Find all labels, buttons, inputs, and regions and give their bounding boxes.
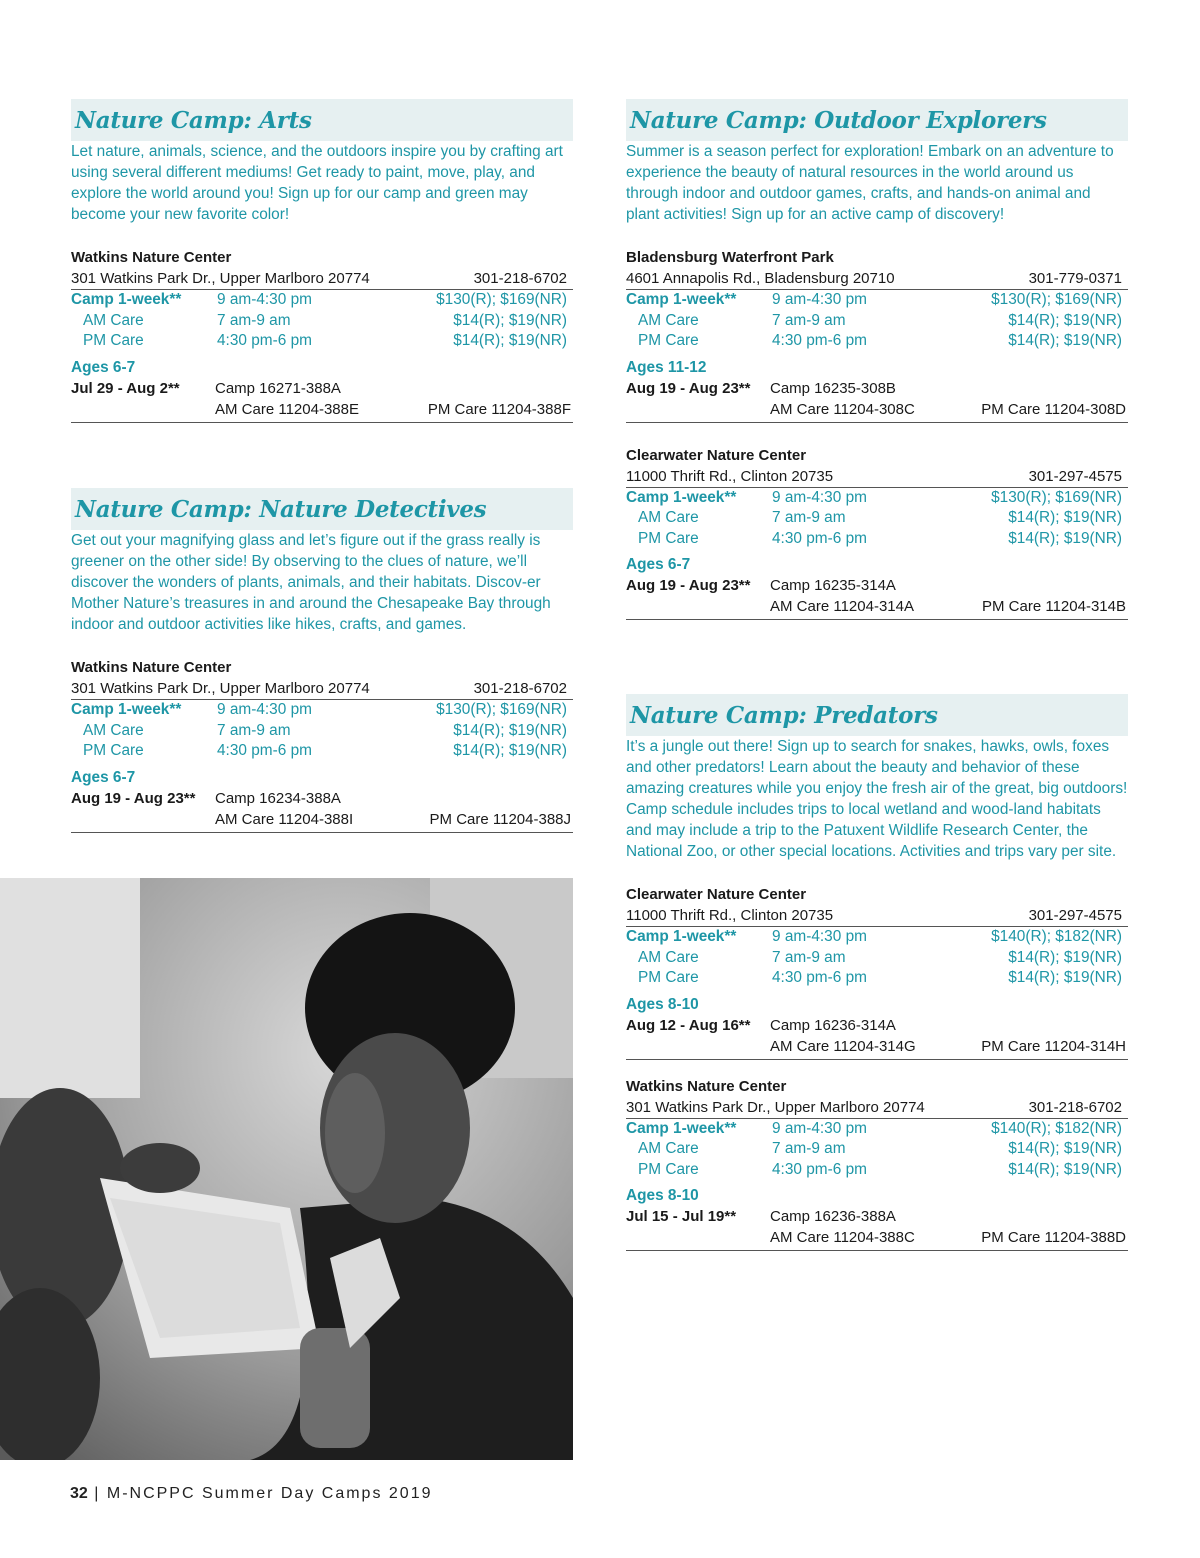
pm-care-label: PM Care (83, 742, 144, 759)
session-block (71, 378, 573, 423)
camp-label: Camp 1-week** (626, 291, 737, 308)
am-care-time: 7 am-9 am (772, 311, 846, 329)
camp-time: 9 am-4:30 pm (217, 291, 312, 308)
address: 301 Watkins Park Dr., Upper Marlboro 20774 (71, 680, 370, 697)
am-care-time: 7 am-9 am (217, 721, 291, 739)
address: 4601 Annapolis Rd., Bladensburg 20710 (626, 270, 895, 287)
section-title-band (626, 99, 1128, 141)
address-row (626, 268, 1128, 290)
location-name: Bladensburg Waterfront Park (626, 249, 834, 266)
camp-label: Camp 1-week** (626, 1119, 737, 1137)
schedule-row (626, 968, 1128, 989)
session-dates: Aug 12 - Aug 16** (626, 1016, 751, 1034)
section-description: Get out your magnifying glass and let’s figure out if the grass really is greener on the other side! By observing to the clues of nature, we’ll discover the wonders of plants, animals, and their habitats. Discov-er Mother Nature’s treasures in and around the Chesapeake Bay through indoor and outdoor activities like hikes, crafts, and games. (71, 532, 551, 633)
am-care-label: AM Care (638, 509, 699, 526)
section-title-band (626, 694, 1128, 736)
section-title: Nature Camp: Nature Detectives (75, 496, 487, 523)
location-block (626, 445, 1128, 621)
am-care-code: AM Care 11204-314G (770, 1037, 916, 1055)
photo-child-reading (0, 878, 573, 1460)
ages-label: Ages 6-7 (71, 768, 136, 786)
ages-label: Ages 6-7 (626, 556, 691, 573)
pm-care-price: $14(R); $19(NR) (1008, 1160, 1122, 1178)
photo-child-reading-map-icon (0, 878, 573, 1460)
section-predators (626, 694, 1128, 1251)
phone: 301-218-6702 (1028, 1098, 1122, 1116)
schedule-row (71, 700, 573, 721)
camp-code: Camp 16236-314A (770, 1016, 896, 1034)
section-nature-detectives (71, 488, 573, 833)
camp-time: 9 am-4:30 pm (772, 1119, 867, 1137)
location-name: Watkins Nature Center (71, 249, 232, 266)
address-row (626, 1097, 1128, 1119)
schedule-row (71, 311, 573, 332)
ages-label: Ages 6-7 (71, 358, 136, 376)
pm-care-price: $14(R); $19(NR) (1008, 969, 1122, 986)
section-title: Nature Camp: Predators (630, 702, 938, 729)
session-dates: Aug 19 - Aug 23** (626, 379, 751, 397)
am-care-code: AM Care 11204-388I (215, 810, 354, 828)
session-dates: Aug 19 - Aug 23** (71, 789, 196, 807)
schedule-row (626, 927, 1128, 948)
schedule-row (71, 331, 573, 352)
section-arts (71, 99, 573, 423)
camp-time: 9 am-4:30 pm (772, 291, 867, 308)
schedule-row (626, 331, 1128, 352)
am-care-price: $14(R); $19(NR) (453, 311, 567, 329)
section-description: It’s a jungle out there! Sign up to search for snakes, hawks, owls, foxes and other predators! Learn about the beauty and behavior of these amazing creatures while you enjoy the fresh air of the great, big outdoors! Camp schedule includes trips to local wetland and wood-land habitats and may include a trip to the Patuxent Wildlife Research Center, the National Zoo, or other special locations. Activities and trips vary per site. (626, 738, 1128, 860)
schedule-row (71, 721, 573, 742)
phone: 301-297-4575 (1028, 467, 1122, 485)
section-description: Let nature, animals, science, and the outdoors inspire you by crafting art using several different mediums! Get ready to paint, move, play, and explore the world around you! Sign up for our camp and green may become your new favorite color! (71, 143, 563, 223)
camp-label: Camp 1-week** (626, 488, 737, 506)
am-care-price: $14(R); $19(NR) (1008, 948, 1122, 966)
pm-care-price: $14(R); $19(NR) (453, 332, 567, 349)
schedule-row (626, 948, 1128, 969)
footer-separator: | (94, 1485, 101, 1502)
phone: 301-218-6702 (473, 270, 567, 287)
camp-price: $130(R); $169(NR) (436, 701, 567, 718)
phone: 301-297-4575 (1028, 907, 1122, 924)
location-name: Clearwater Nature Center (626, 446, 807, 464)
ages-label: Ages 8-10 (626, 1187, 699, 1204)
page-footer (70, 1485, 432, 1503)
pm-care-label: PM Care (638, 332, 699, 349)
am-care-code: AM Care 11204-314A (770, 598, 914, 615)
camp-label: Camp 1-week** (626, 928, 737, 945)
section-description: Summer is a season perfect for exploration! Embark on an adventure to experience the beauty of natural resources in the world around us through indoor and outdoor games, crafts, and hands-on animal and plant activities! Sign up for an active camp of discovery! (626, 143, 1114, 223)
pm-care-code: PM Care 11204-388F (427, 400, 571, 418)
schedule-row (626, 488, 1128, 509)
am-care-time: 7 am-9 am (217, 311, 291, 329)
schedule-row (71, 290, 573, 311)
schedule-row (626, 290, 1128, 311)
session-block (626, 575, 1128, 620)
am-care-price: $14(R); $19(NR) (1008, 509, 1122, 526)
pm-care-code: PM Care 11204-314B (982, 598, 1126, 615)
ages-label: Ages 8-10 (626, 995, 699, 1013)
page-number: 32 (70, 1485, 88, 1502)
session-block (71, 788, 573, 833)
footer-text: M-NCPPC Summer Day Camps 2019 (106, 1485, 433, 1502)
schedule-row (71, 741, 573, 762)
pm-care-time: 4:30 pm-6 pm (772, 332, 867, 349)
am-care-price: $14(R); $19(NR) (1008, 311, 1122, 329)
section-title: Nature Camp: Outdoor Explorers (630, 107, 1047, 134)
schedule-row (626, 529, 1128, 550)
location-block (626, 884, 1128, 1060)
location-name: Watkins Nature Center (71, 659, 232, 676)
location-block (71, 657, 573, 833)
location-name: Clearwater Nature Center (626, 886, 807, 903)
am-care-label: AM Care (83, 311, 144, 329)
pm-care-time: 4:30 pm-6 pm (217, 742, 312, 759)
camp-code: Camp 16234-388A (215, 789, 341, 807)
am-care-time: 7 am-9 am (772, 948, 846, 966)
camp-price: $140(R); $182(NR) (991, 1119, 1122, 1137)
camp-price: $130(R); $169(NR) (991, 488, 1122, 506)
schedule-row (626, 1119, 1128, 1140)
am-care-label: AM Care (638, 311, 699, 329)
address-row (71, 678, 573, 700)
address-row (626, 466, 1128, 488)
schedule-row (626, 1160, 1128, 1181)
camp-code: Camp 16271-388A (215, 379, 341, 397)
pm-care-time: 4:30 pm-6 pm (217, 332, 312, 349)
am-care-code: AM Care 11204-388C (770, 1229, 915, 1246)
pm-care-time: 4:30 pm-6 pm (772, 969, 867, 986)
am-care-price: $14(R); $19(NR) (453, 721, 567, 739)
pm-care-time: 4:30 pm-6 pm (772, 529, 867, 547)
pm-care-label: PM Care (638, 969, 699, 986)
camp-label: Camp 1-week** (71, 291, 182, 308)
camp-code: Camp 16235-308B (770, 379, 896, 397)
address-row (71, 268, 573, 290)
camp-price: $140(R); $182(NR) (991, 928, 1122, 945)
address: 11000 Thrift Rd., Clinton 20735 (626, 907, 834, 924)
camp-code: Camp 16235-314A (770, 577, 896, 594)
session-dates: Jul 15 - Jul 19** (626, 1208, 737, 1225)
pm-care-label: PM Care (638, 529, 699, 547)
phone: 301-779-0371 (1028, 270, 1122, 287)
location-block (71, 247, 573, 423)
pm-care-time: 4:30 pm-6 pm (772, 1160, 867, 1178)
pm-care-price: $14(R); $19(NR) (453, 742, 567, 759)
ages-label: Ages 11-12 (626, 358, 707, 376)
am-care-label: AM Care (638, 948, 699, 966)
am-care-code: AM Care 11204-388E (215, 400, 359, 418)
am-care-time: 7 am-9 am (772, 509, 846, 526)
pm-care-price: $14(R); $19(NR) (1008, 529, 1122, 547)
pm-care-code: PM Care 11204-308D (981, 400, 1126, 418)
address: 301 Watkins Park Dr., Upper Marlboro 20774 (626, 1098, 925, 1116)
camp-time: 9 am-4:30 pm (772, 928, 867, 945)
section-title-band (71, 99, 573, 141)
section-outdoor-explorers (626, 99, 1128, 620)
camp-label: Camp 1-week** (71, 701, 182, 718)
am-care-price: $14(R); $19(NR) (1008, 1140, 1122, 1157)
session-dates: Jul 29 - Aug 2** (71, 379, 180, 397)
schedule-row (626, 1139, 1128, 1160)
pm-care-price: $14(R); $19(NR) (1008, 332, 1122, 349)
pm-care-code: PM Care 11204-314H (981, 1037, 1126, 1055)
am-care-code: AM Care 11204-308C (770, 400, 915, 418)
location-block (626, 1076, 1128, 1252)
pm-care-code: PM Care 11204-388D (981, 1229, 1126, 1246)
pm-care-label: PM Care (83, 332, 144, 349)
schedule-row (626, 311, 1128, 332)
pm-care-label: PM Care (638, 1160, 699, 1178)
am-care-time: 7 am-9 am (772, 1140, 846, 1157)
address: 11000 Thrift Rd., Clinton 20735 (626, 467, 834, 485)
session-block (626, 1015, 1128, 1060)
session-block (626, 378, 1128, 423)
section-title-band (71, 488, 573, 530)
camp-time: 9 am-4:30 pm (217, 701, 312, 718)
camp-time: 9 am-4:30 pm (772, 488, 867, 506)
section-title: Nature Camp: Arts (75, 107, 312, 134)
camp-price: $130(R); $169(NR) (436, 291, 567, 308)
phone: 301-218-6702 (473, 680, 567, 697)
camp-code: Camp 16236-388A (770, 1208, 896, 1225)
session-dates: Aug 19 - Aug 23** (626, 577, 751, 594)
schedule-row (626, 508, 1128, 529)
location-name: Watkins Nature Center (626, 1077, 787, 1095)
am-care-label: AM Care (638, 1140, 699, 1157)
pm-care-code: PM Care 11204-388J (429, 810, 571, 828)
session-block (626, 1206, 1128, 1251)
camp-price: $130(R); $169(NR) (991, 291, 1122, 308)
address-row (626, 905, 1128, 927)
location-block (626, 247, 1128, 423)
address: 301 Watkins Park Dr., Upper Marlboro 20774 (71, 270, 370, 287)
am-care-label: AM Care (83, 721, 144, 739)
